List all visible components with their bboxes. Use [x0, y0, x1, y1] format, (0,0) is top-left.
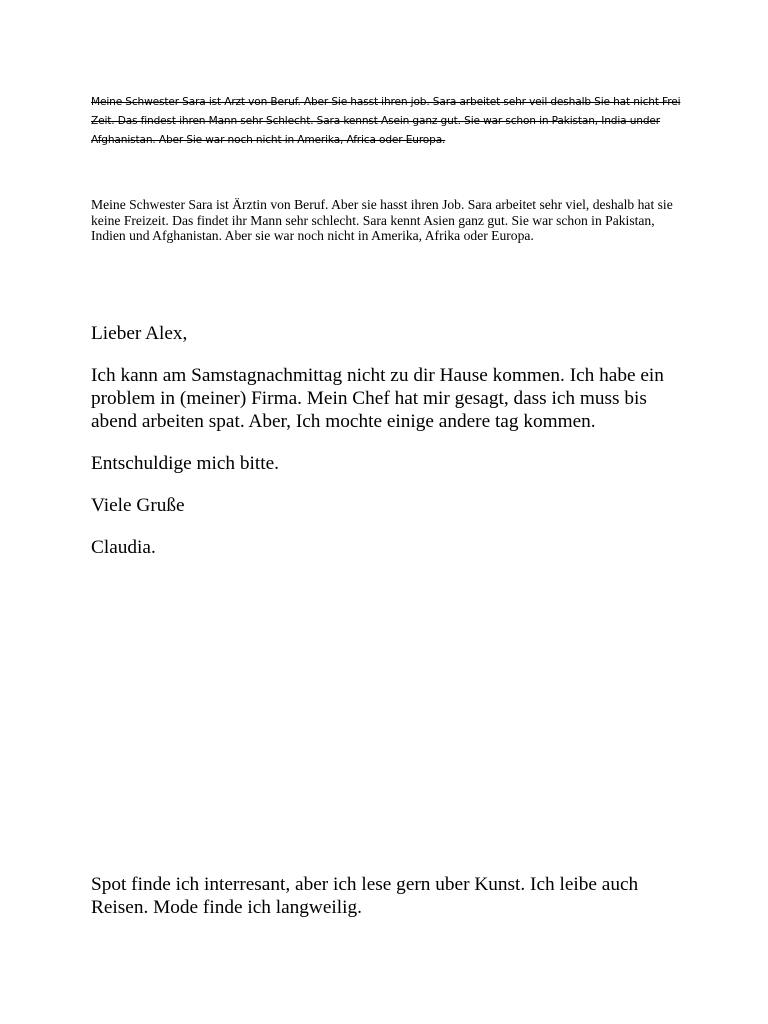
struck-through-paragraph: Meine Schwester Sara ist Arzt von Beruf. Aber Sie hasst ihren job. Sara arbeitet sehr veil deshalb Sie hat nicht Frei Zeit. Das findest ihren Mann sehr Schlecht. Sara kennst Asein ganz gut. Sie war schon in Pakistan, India under Afghanistan. Aber Sie war noch nicht in Amerika, Africa oder Europa. [91, 96, 681, 146]
letter [91, 322, 691, 578]
corrected-paragraph: Meine Schwester Sara ist Ärztin von Beruf. Aber sie hasst ihren Job. Sara arbeitet sehr viel, deshalb hat sie keine Freizeit. Das findet ihr Mann sehr schlecht. Sara kennt Asien ganz gut. Sie war schon in Pakistan, Indien und Afghanistan. Aber sie war noch nicht in Amerika, Afrika oder Europa. [91, 197, 673, 243]
letter-body: Ich kann am Samstagnachmittag nicht zu dir Hause kommen. Ich habe ein problem in (meiner) Firma. Mein Chef hat mir gesagt, dass ich muss bis abend arbeiten spat. Aber, Ich mochte einige andere tag kommen. [91, 365, 664, 432]
closing-paragraph: Spot finde ich interresant, aber ich lese gern uber Kunst. Ich leibe auch Reisen. Mode finde ich langweilig. [91, 874, 639, 918]
letter-apology: Entschuldige mich bitte. [91, 453, 279, 474]
letter-regards: Viele Gruße [91, 495, 185, 516]
letter-signature: Claudia. [91, 537, 156, 558]
letter-greeting: Lieber Alex, [91, 323, 188, 344]
